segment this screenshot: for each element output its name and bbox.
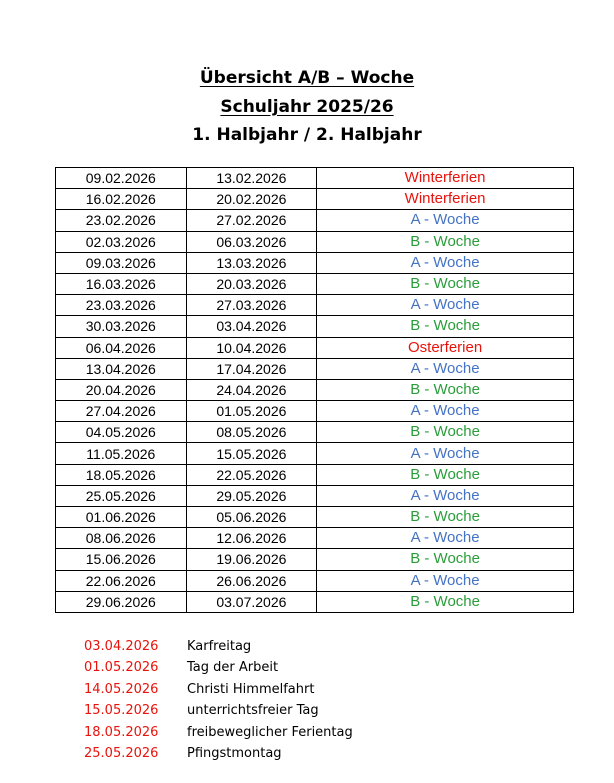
table-row [56,464,574,485]
week-end-date: 22.05.2026 [186,464,317,485]
title-school-year-text: Schuljahr 2025/26 [220,97,394,117]
week-start-date: 29.06.2026 [56,591,187,612]
week-start-date: 18.05.2026 [56,464,187,485]
week-type-label: A - Woche [317,401,574,422]
table-row [56,570,574,591]
week-end-date: 03.07.2026 [186,591,317,612]
week-end-date: 01.05.2026 [186,401,317,422]
week-type-label: B - Woche [317,422,574,443]
table-row [56,168,574,189]
list-item [0,657,614,678]
week-end-date: 13.03.2026 [186,252,317,273]
list-item [0,679,614,700]
week-start-date: 16.02.2026 [56,189,187,210]
week-end-date: 20.02.2026 [186,189,317,210]
week-end-date: 15.05.2026 [186,443,317,464]
list-item [0,743,614,764]
week-start-date: 25.05.2026 [56,485,187,506]
week-type-label: Osterferien [317,337,574,358]
table-row [56,507,574,528]
week-type-label: B - Woche [317,231,574,252]
table-row [56,528,574,549]
week-end-date: 27.03.2026 [186,295,317,316]
week-start-date: 09.02.2026 [56,168,187,189]
week-start-date: 23.02.2026 [56,210,187,231]
title-overview [0,67,614,89]
week-start-date: 01.06.2026 [56,507,187,528]
table-row [56,443,574,464]
week-type-label: A - Woche [317,485,574,506]
week-end-date: 06.03.2026 [186,231,317,252]
week-start-date: 13.04.2026 [56,358,187,379]
week-type-label: B - Woche [317,316,574,337]
week-end-date: 05.06.2026 [186,507,317,528]
week-type-label: A - Woche [317,570,574,591]
week-end-date: 20.03.2026 [186,273,317,294]
week-end-date: 17.04.2026 [186,358,317,379]
week-start-date: 22.06.2026 [56,570,187,591]
holiday-date: 18.05.2026 [84,724,159,740]
week-end-date: 03.04.2026 [186,316,317,337]
table-row [56,422,574,443]
list-item [0,700,614,721]
week-start-date: 04.05.2026 [56,422,187,443]
holiday-date: 03.04.2026 [84,639,159,654]
week-end-date: 08.05.2026 [186,422,317,443]
week-type-label: B - Woche [317,507,574,528]
week-type-label: Winterferien [317,189,574,210]
week-type-label: A - Woche [317,210,574,231]
week-start-date: 09.03.2026 [56,252,187,273]
holiday-name: unterrichtsfreier Tag [187,703,319,719]
table-row [56,189,574,210]
holiday-name: Karfreitag [187,639,252,654]
week-start-date: 30.03.2026 [56,316,187,337]
holiday-name: freibeweglicher Ferientag [187,724,353,740]
week-end-date: 12.06.2026 [186,528,317,549]
week-type-label: A - Woche [317,443,574,464]
list-item [0,722,614,743]
week-type-label: B - Woche [317,379,574,400]
week-start-date: 08.06.2026 [56,528,187,549]
table-row [56,337,574,358]
week-end-date: 27.02.2026 [186,210,317,231]
list-item [0,636,614,657]
week-type-label: A - Woche [317,295,574,316]
week-type-label: B - Woche [317,549,574,570]
table-row [56,231,574,252]
table-row [56,401,574,422]
table-row [56,379,574,400]
table-row [56,549,574,570]
table-row [56,358,574,379]
week-end-date: 24.04.2026 [186,379,317,400]
holiday-date: 15.05.2026 [84,703,159,719]
title-semester: 1. Halbjahr / 2. Halbjahr [192,125,422,145]
holiday-date: 25.05.2026 [84,745,159,761]
week-type-label: A - Woche [317,252,574,273]
week-schedule-body [56,168,574,613]
week-end-date: 29.05.2026 [186,485,317,506]
week-type-label: A - Woche [317,528,574,549]
title-overview-text: Übersicht A/B – Woche [199,68,415,88]
week-start-date: 23.03.2026 [56,295,187,316]
holiday-name: Tag der Arbeit [187,660,279,676]
week-start-date: 16.03.2026 [56,273,187,294]
week-type-label: Winterferien [317,168,574,189]
holiday-name: Pfingstmontag [187,745,282,761]
week-type-label: B - Woche [317,464,574,485]
week-start-date: 02.03.2026 [56,231,187,252]
week-start-date: 20.04.2026 [56,379,187,400]
holiday-name: Christi Himmelfahrt [187,681,315,697]
holiday-date: 14.05.2026 [84,681,159,697]
table-row [56,273,574,294]
holiday-list [0,636,614,764]
week-schedule-table [55,167,574,613]
table-row [56,316,574,337]
table-row [56,210,574,231]
week-start-date: 06.04.2026 [56,337,187,358]
table-row [56,252,574,273]
title-school-year [0,96,614,118]
week-end-date: 19.06.2026 [186,549,317,570]
holiday-date: 01.05.2026 [84,660,159,676]
table-row [56,591,574,612]
week-start-date: 11.05.2026 [56,443,187,464]
week-type-label: B - Woche [317,273,574,294]
week-end-date: 13.02.2026 [186,168,317,189]
week-type-label: B - Woche [317,591,574,612]
week-type-label: A - Woche [317,358,574,379]
table-row [56,485,574,506]
week-start-date: 27.04.2026 [56,401,187,422]
table-row [56,295,574,316]
week-start-date: 15.06.2026 [56,549,187,570]
week-end-date: 10.04.2026 [186,337,317,358]
week-end-date: 26.06.2026 [186,570,317,591]
